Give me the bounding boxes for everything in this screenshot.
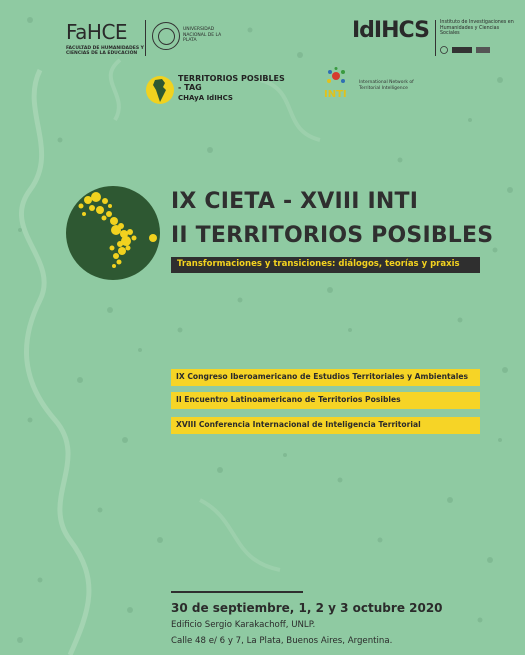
- event-item: [171, 392, 480, 409]
- inti-subtitle: International Network of Territorial Intelligence: [359, 80, 414, 91]
- map-icon: [146, 76, 174, 104]
- event-label: IX Congreso Iberoamericano de Estudios Territoriales y Ambientales: [176, 372, 469, 381]
- idihcs-name: IdIHCS: [352, 18, 429, 43]
- partner-logos-icon: [440, 46, 512, 54]
- main-title-line2: II TERRITORIOS POSIBLES: [171, 223, 494, 248]
- main-subtitle: Transformaciones y transiciones: diálogos, teorías y praxis: [177, 259, 460, 269]
- event-label: II Encuentro Latinoamericano de Territorios Posibles: [176, 395, 401, 404]
- unlp-name: UNIVERSIDAD NACIONAL DE LA PLATA: [183, 27, 222, 43]
- fahce-logo: [66, 20, 202, 60]
- divider: [145, 20, 146, 56]
- subtitle-band: [171, 257, 480, 273]
- inti-logo: [322, 66, 414, 100]
- main-title-line1: IX CIETA - XVIII INTI: [171, 189, 419, 214]
- event-date: 30 de septiembre, 1, 2 y 3 octubre 2020: [171, 601, 443, 615]
- latin-america-globe-icon: [66, 186, 160, 280]
- divider: [435, 20, 436, 56]
- event-venue: Edificio Sergio Karakachoff, UNLP.: [171, 620, 316, 630]
- tag-subtitle: CHAyA IdIHCS: [178, 94, 233, 102]
- fahce-subtitle: FACULTAD DE HUMANIDADES Y CIENCIAS DE LA EDUCACIÓN: [66, 46, 144, 56]
- inti-name: INTI: [324, 89, 347, 100]
- fahce-name: FaHCE: [66, 20, 128, 44]
- event-item: [171, 417, 480, 434]
- event-item: [171, 369, 480, 386]
- idihcs-subtitle: Instituto de Investigaciones en Humanidades y Ciencias Sociales: [440, 20, 514, 36]
- event-address: Calle 48 e/ 6 y 7, La Plata, Buenos Aires, Argentina.: [171, 636, 393, 646]
- university-seal-icon: [152, 22, 180, 50]
- event-label: XVIII Conferencia Internacional de Inteligencia Territorial: [176, 420, 421, 429]
- tag-title: TERRITORIOS POSIBLES - TAG: [178, 74, 285, 92]
- divider: [171, 591, 303, 593]
